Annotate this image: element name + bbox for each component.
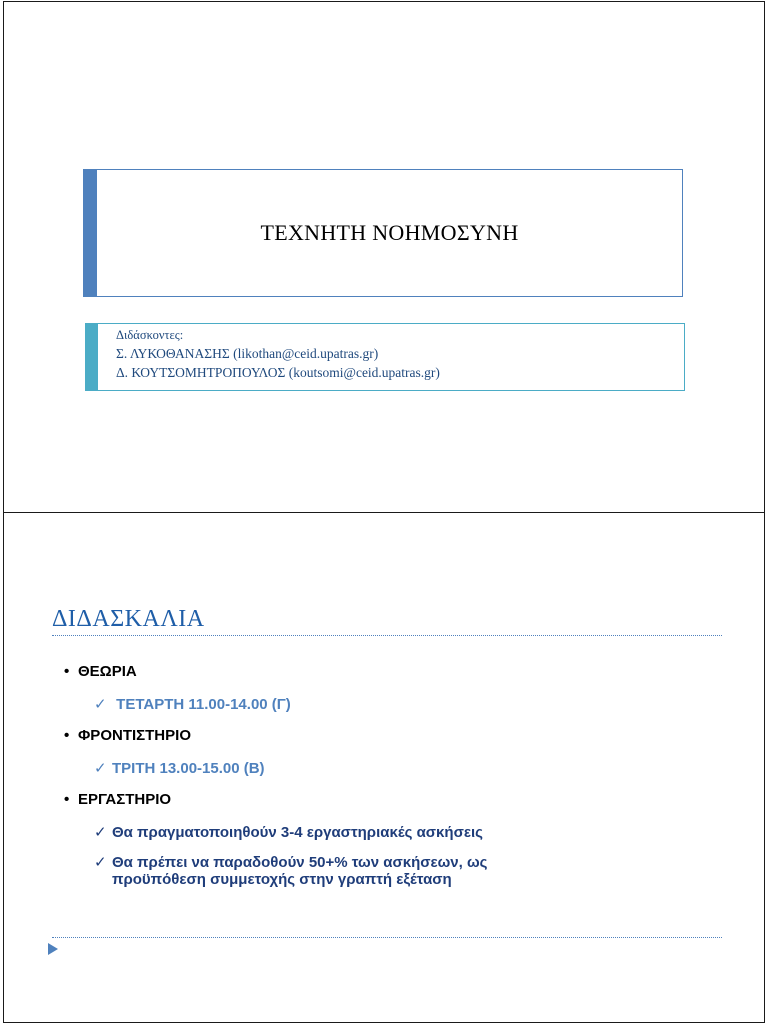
- sub-lab-exercises: [94, 823, 483, 841]
- instructors-accent-bar: [86, 324, 98, 390]
- checkmark-icon: ✓: [94, 760, 107, 777]
- instructor-1: Σ. ΛΥΚΟΘΑΝΑΣΗΣ (likothan@ceid.upatras.gr): [116, 346, 379, 361]
- sub-lab-requirement: [94, 853, 487, 888]
- slide-1: [3, 1, 765, 513]
- slide-title: ΤΕΧΝΗΤΗ ΝΟΗΜΟΣΥΝΗ: [260, 220, 519, 245]
- sub-theory-schedule: [94, 695, 291, 713]
- checkmark-icon: ✓: [94, 696, 107, 713]
- bullet-lab: [64, 791, 171, 808]
- bullet-label: ΕΡΓΑΣΤΗΡΙΟ: [78, 791, 172, 808]
- checkmark-icon: ✓: [94, 824, 107, 841]
- sub-tutorial-schedule: [94, 759, 265, 777]
- slide-2: [3, 512, 765, 1023]
- bullet-icon: •: [64, 727, 70, 744]
- title-divider: [52, 635, 722, 636]
- instructors-box: [85, 323, 685, 391]
- bullet-icon: •: [64, 663, 70, 680]
- checkmark-icon: ✓: [94, 854, 107, 871]
- next-arrow-icon[interactable]: [48, 943, 58, 955]
- title-accent-bar: [84, 170, 97, 296]
- sub-label-continued: προϋπόθεση συμμετοχής στην γραπτή εξέταση: [112, 871, 452, 888]
- sub-label: ΤΡΙΤΗ 13.00-15.00 (Β): [112, 760, 265, 777]
- section-title: ΔΙΔΑΣΚΑΛΙΑ: [52, 606, 205, 632]
- footer-divider: [52, 937, 722, 938]
- instructor-2: Δ. ΚΟΥΤΣΟΜΗΤΡΟΠΟΥΛΟΣ (koutsomi@ceid.upatras.gr): [116, 365, 440, 380]
- bullet-tutorial: [64, 727, 191, 744]
- bullet-label: ΘΕΩΡΙΑ: [78, 663, 137, 680]
- sub-label: ΤΕΤΑΡΤΗ 11.00-14.00 (Γ): [112, 696, 291, 713]
- bullet-icon: •: [64, 791, 70, 808]
- title-box: [83, 169, 683, 297]
- bullet-theory: [64, 663, 137, 680]
- bullet-label: ΦΡΟΝΤΙΣΤΗΡΙΟ: [78, 727, 191, 744]
- sub-label: Θα πρέπει να παραδοθούν 50+% των ασκήσεων, ως: [112, 854, 488, 871]
- instructors-label: Διδάσκοντες:: [116, 328, 184, 342]
- sub-label: Θα πραγματοποιηθούν 3-4 εργαστηριακές ασκήσεις: [112, 824, 483, 841]
